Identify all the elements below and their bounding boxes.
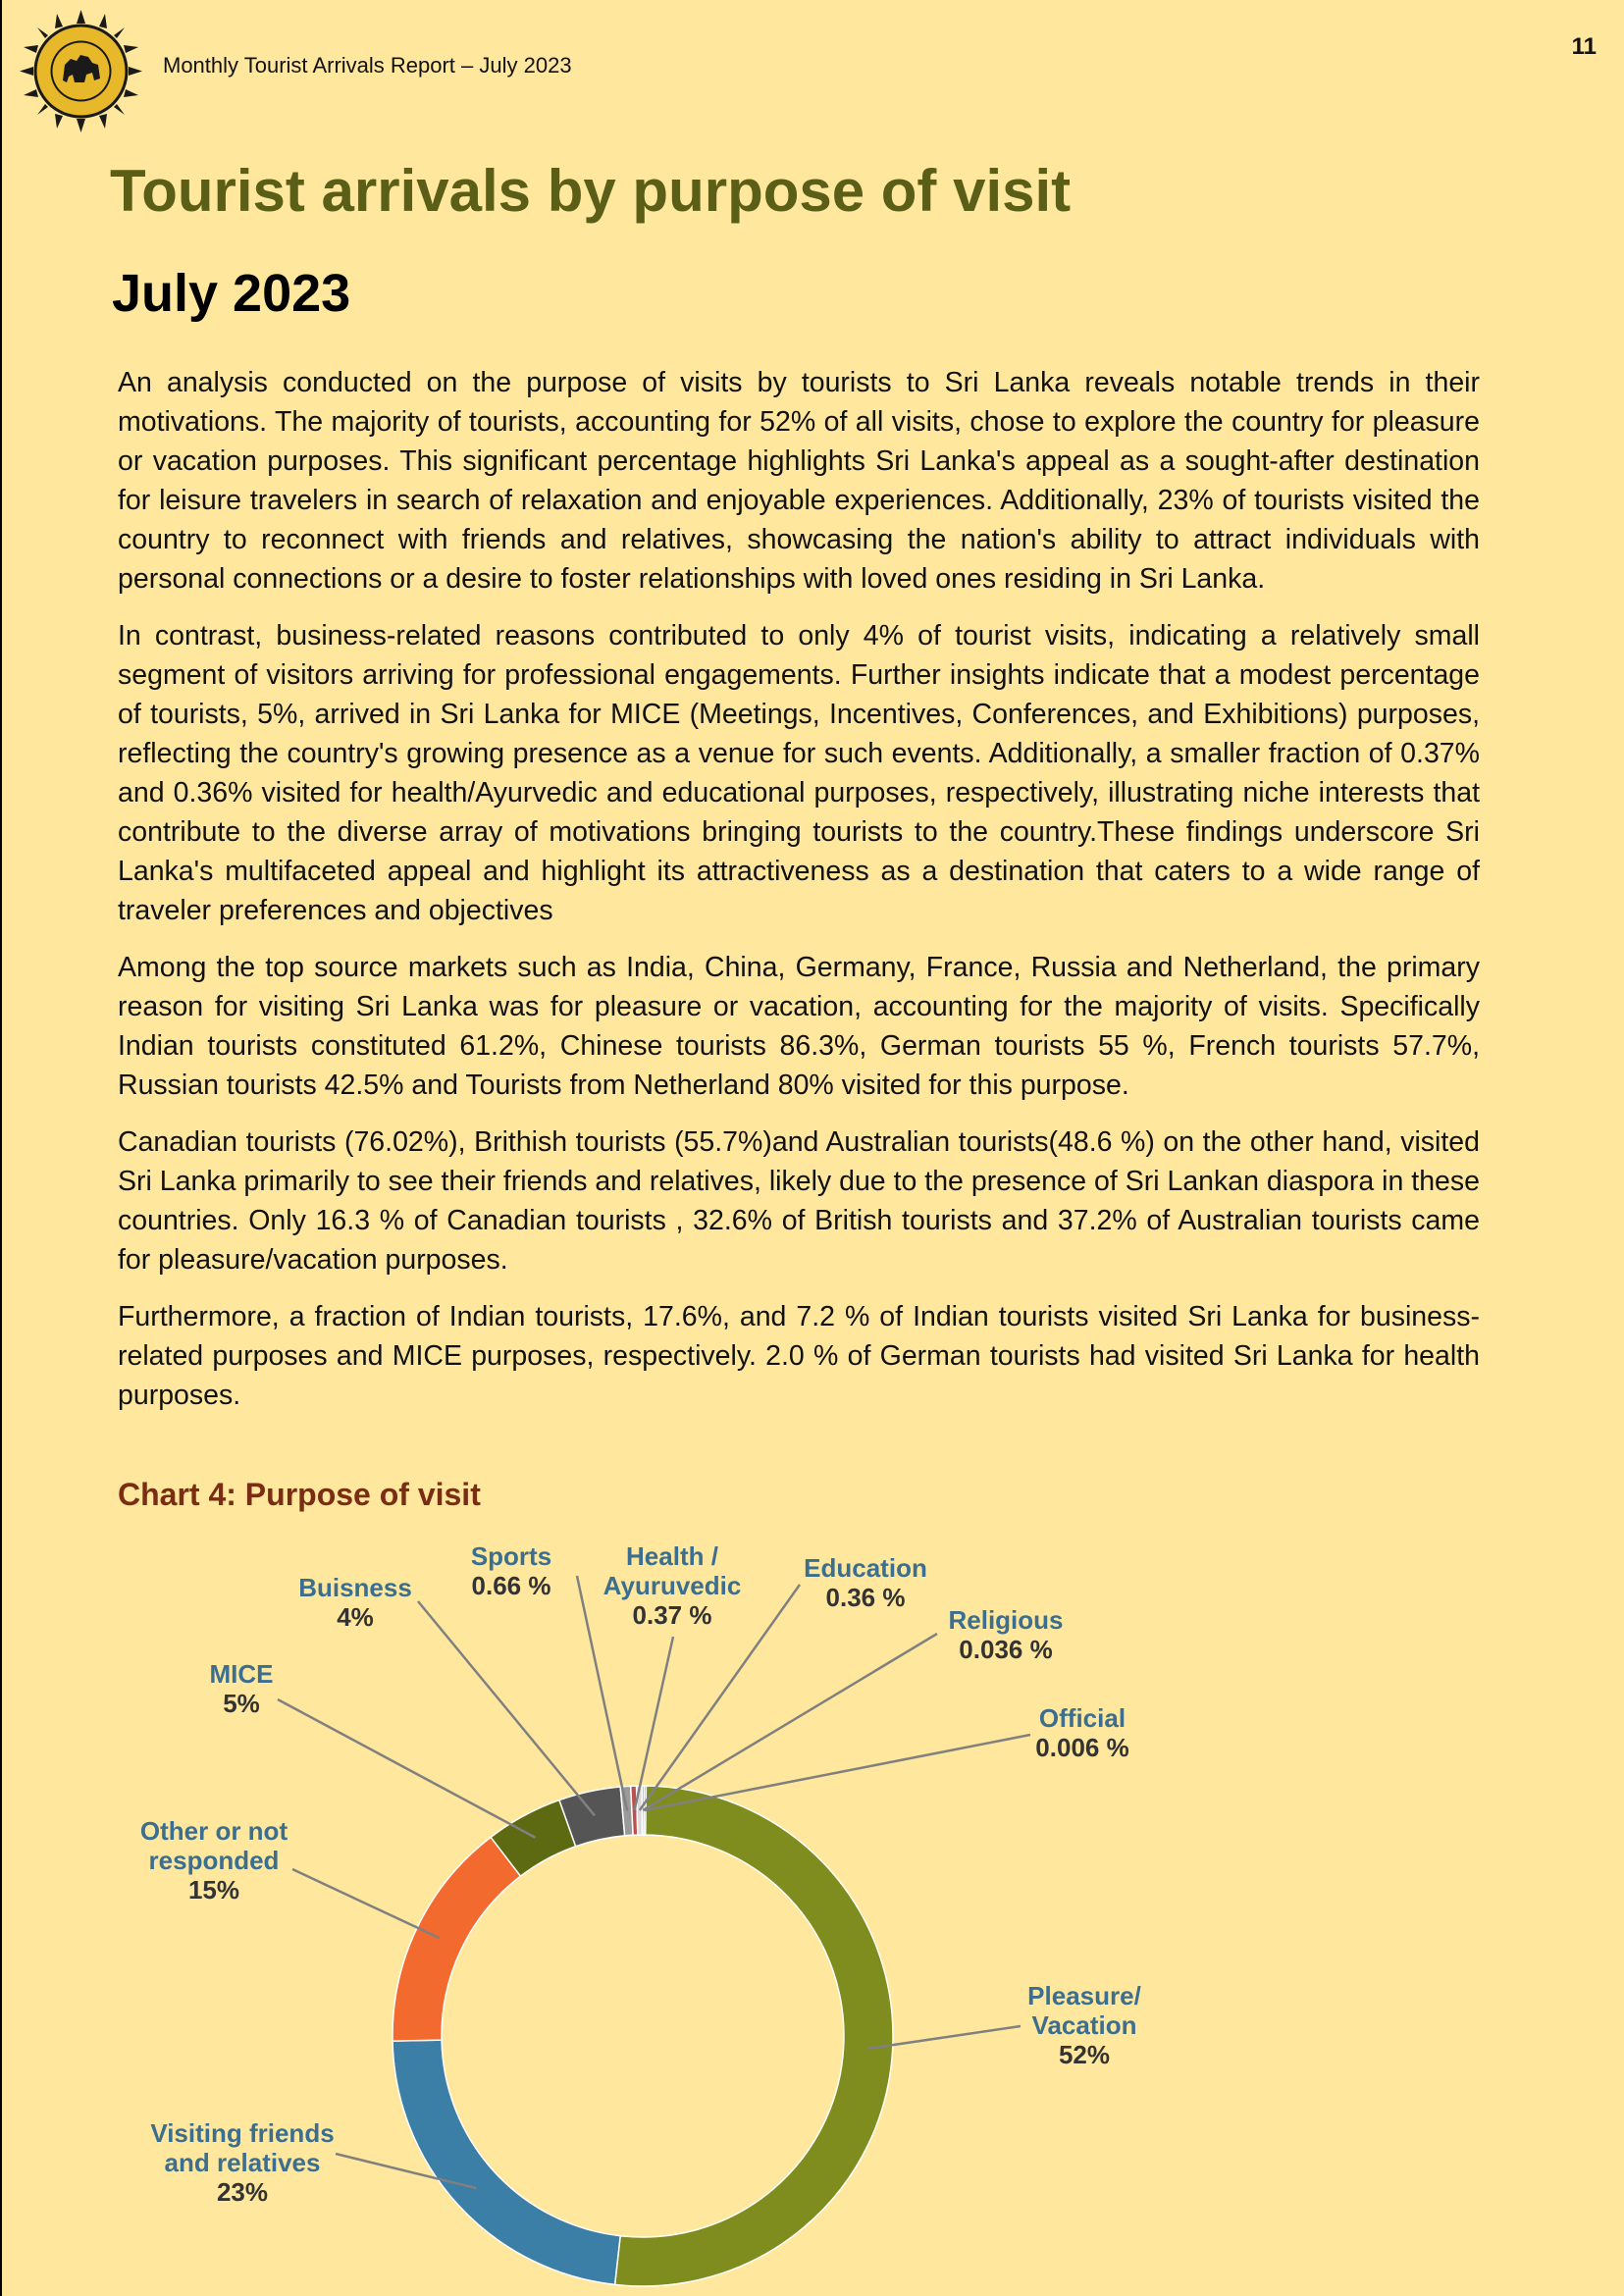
purpose-of-visit-donut-chart — [0, 1531, 1624, 2296]
slice-label: MICE 5% — [209, 1659, 274, 1718]
paragraph: In contrast, business-related reasons contributed to only 4% of tourist visits, indicating a relatively small segment of visitors arriving for professional engagements. Further insights indicate that a modest percentage of tourists, 5%, arrived in Sri Lanka for MICE (Meetings, Incentives, Conferences, and Exhibitions) purposes, reflecting the country's growing presence as a venue for such events. Additionally, a smaller fraction of 0.37% and 0.36% visited for health/Ayurvedic and educational purposes, respectively, illustrating niche interests that contribute to the diverse array of motivations bringing tourists to the country.These findings underscore Sri Lanka's multifaceted appeal and highlight its attractiveness as a destination that caters to a wide range of traveler preferences and objectives — [118, 620, 1480, 926]
leader-line — [635, 1637, 673, 1810]
donut-slice — [393, 2040, 620, 2284]
chart-title: Chart 4: Purpose of visit — [118, 1477, 481, 1512]
slice-label: Religious 0.036 % — [948, 1605, 1064, 1664]
page-number: 11 — [1571, 33, 1597, 60]
slice-label: Sports 0.66 % — [470, 1541, 552, 1600]
slice-label: Pleasure/ Vacation 52% — [1027, 1981, 1141, 2069]
donut-slice — [615, 1786, 893, 2286]
paragraph: Among the top source markets such as India, China, Germany, France, Russia and Netherland, the primary reason for visiting Sri Lanka was for pleasure or vacation, accounting for the majority of visits. Specifically Indian tourists constituted 61.2%, Chinese tourists 86.3%, German tourists 55 %, French tourists 57.7%, Russian tourists 42.5% and Tourists from Netherland 80% visited for this purpose. — [118, 952, 1480, 1101]
page-subtitle: July 2023 — [112, 264, 351, 323]
leader-line — [577, 1576, 627, 1811]
body-text — [118, 363, 1480, 1433]
slice-label: Health / Ayuruvedic 0.37 % — [602, 1541, 742, 1630]
donut-slice — [393, 1837, 521, 2041]
leader-line — [645, 1735, 1030, 1810]
header-report-title: Monthly Tourist Arrivals Report – July 2023 — [163, 53, 572, 78]
leader-line — [278, 1699, 535, 1838]
leader-line — [418, 1601, 595, 1815]
paragraph: Furthermore, a fraction of Indian tourists, 17.6%, and 7.2 % of Indian tourists visited Sri Lanka for business-related purposes and MICE purposes, respectively. 2.0 % of German tourists had visited Sri Lanka for health purposes. — [118, 1301, 1480, 1411]
slice-label: Education 0.36 % — [804, 1553, 927, 1612]
paragraph: Canadian tourists (76.02%), Brithish tourists (55.7%)and Australian tourists(48.6 %) on the other hand, visited Sri Lanka primarily to see their friends and relatives, likely due to the presence of Sri Lankan diaspora in these countries. Only 16.3 % of Canadian tourists , 32.6% of British tourists and 37.2% of Australian tourists came for pleasure/vacation purposes. — [118, 1126, 1480, 1276]
slice-label: Other or not responded 15% — [139, 1816, 288, 1905]
slice-label: Official 0.006 % — [1035, 1703, 1129, 1762]
sltda-emblem-icon — [20, 10, 142, 132]
leader-line — [292, 1869, 440, 1938]
paragraph: An analysis conducted on the purpose of visits by tourists to Sri Lanka reveals notable trends in their motivations. The majority of tourists, accounting for 52% of all visits, chose to explore the country for pleasure or vacation purposes. This significant percentage highlights Sri Lanka's appeal as a sought-after destination for leisure travelers in search of relaxation and enjoyable experiences. Additionally, 23% of tourists visited the country to reconnect with friends and relatives, showcasing the nation's ability to attract individuals with personal connections or a desire to foster relationships with loved ones residing in Sri Lanka. — [118, 367, 1480, 595]
slice-label: Visiting friends and relatives 23% — [150, 2118, 335, 2207]
slice-label: Buisness 4% — [298, 1573, 412, 1632]
page-title: Tourist arrivals by purpose of visit — [110, 158, 1072, 224]
leader-line — [643, 1634, 937, 1810]
